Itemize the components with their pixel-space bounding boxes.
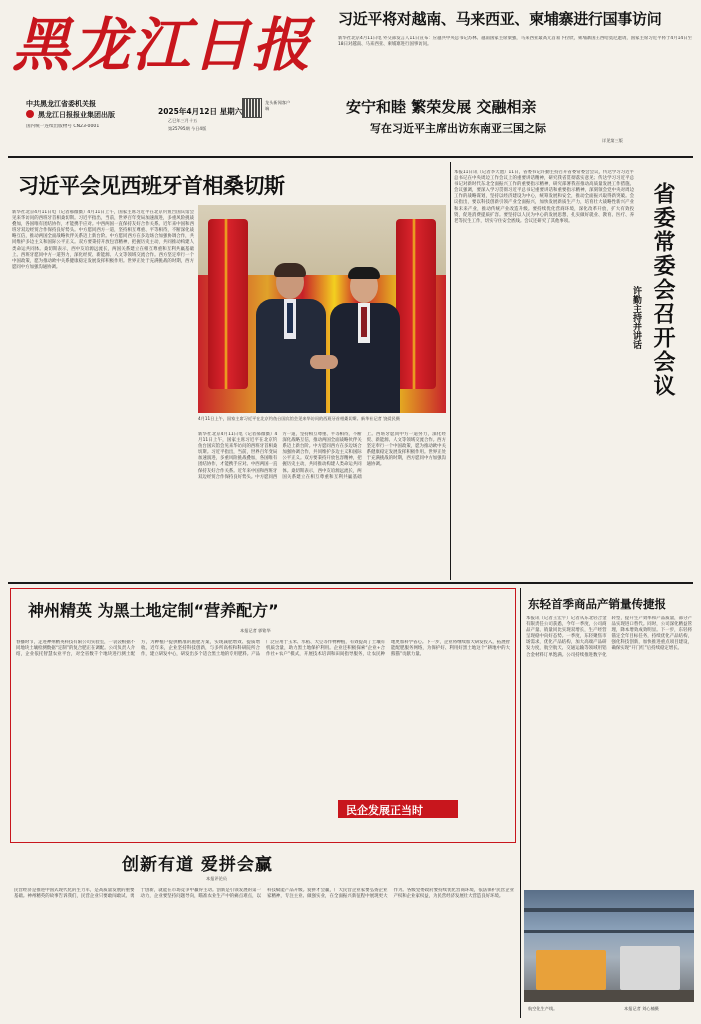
lead-photo-caption: 4月11日上午，国家主席习近平在北京钓鱼台国宾馆会见来华访问的西班牙首相桑切斯。新华社记者 饶爱民摄	[198, 416, 400, 421]
lead-body-cont-text: 新华社北京4月11日电（记者郝薇薇）4月11日上午，国家主席习近平在北京钓鱼台国宾馆会见来华访问的西班牙首相桑切斯。习近平指出，当前，世界百年变局加速演进，多重风险挑战叠加，各国唯有团结协作，才能携手应对。中西两国一直保持友好合作关系。近年来中国和西班牙双边经贸合作保持良好势头。中方愿同西方一道，坚持相互尊重、平等相待，不断深化战略互信，推动两国全面战略伙伴关系迈上新台阶。中方愿同西方在多边场合加强协调合作，共同维护多边主义和国际公平正义。双方要秉持开放包容精神，把握历史主动，共同推动构建人类命运共同体。桑切斯表示，西中友谊源远流长，两国关系建立在相互尊重和互利共赢基础上。西班牙愿同中方一道努力，深化经贸、新能源、人文等领域交流合作。西方坚定奉行一个中国政策，愿为推动欧中关系健康稳定发展发挥积极作用。世界正处于充满挑战的时期，西方愿同中方加强沟通协调。	[198, 432, 446, 480]
masthead-party: 中共黑龙江省委机关报	[26, 100, 96, 108]
top-byline: 详见第三版	[602, 138, 623, 143]
feature-headline: 神州精英 为黑土地定制“营养配方”	[28, 601, 279, 620]
top-subhead: 安宁和睦 繁荣发展 交融相亲	[346, 98, 537, 116]
sales-photo-credit: 本报记者 刘心楠摄	[624, 1006, 659, 1011]
flag-icon	[396, 219, 436, 389]
masthead-code: 国内统一连续出版物号 CN23-0001	[26, 124, 100, 129]
factory-machine	[620, 946, 680, 990]
sales-body-text: 本报讯（记者王宏宇）记者从东北轻合金有限责任公司获悉，今年一季度，公司商品产量、销量同比实现双增长，生产经营呈现稳中向好态势。一季度，东轻聚焦市场需求，优化产品结构，加大高端产品研发力度，航空航天、交通运输等领域用铝合金材料订单饱满。公司持续推进数字化转型，提升生产效率和产品质量，部分产品实现进口替代。同时，公司深化精益管理，降本增效成效明显。下一步，东轻将锚定全年目标任务，持续优化产品结构，强化科技创新，加快推进重点项目建设，确保实现“开门红”后持续稳定增长。	[526, 616, 692, 658]
commentary-headline: 创新有道 爱拼会赢	[122, 855, 273, 875]
feature-banner	[338, 800, 458, 818]
qr-code-icon	[242, 98, 262, 118]
right-headline: 省委常委会召开会议	[650, 182, 675, 398]
lead-headline: 习近平会见西班牙首相桑切斯	[18, 174, 285, 198]
top-headline: 习近平将对越南、马来西亚、柬埔寨进行国事访问	[338, 10, 662, 28]
commentary-body	[14, 888, 514, 1016]
top-lead: 新华社北京4月11日电 外交部发言人11日宣布：应越共中央总书记苏林、越南国家主席梁强，马来西亚最高元首易卜拉欣，柬埔寨国王西哈莫尼邀请，国家主席习近平将于4月14日至18日对越南、马来西亚、柬埔寨进行国事访问。	[338, 36, 692, 48]
right-subhead: 许勤主持并讲话	[631, 286, 641, 349]
right-body: 本报11日讯（记者李天池）11日，省委书记许勤主持召开省委常委会会议，传达学习习近平总书记在中央周边工作会议上的重要讲话精神，研究我省贯彻落实意见；传达学习习近平总书记对新时代东北全面振兴工作的重要指示精神，研究部署我省推动高质量发展工作措施。会议强调，要深入学习贯彻习近平总书记重要讲话和重要指示精神，深刻领会党中央对周边工作的战略谋划，坚持以经济建设为中心，统筹发展和安全，推动全面振兴取得新突破。会议指出，要以科技创新引领产业全面振兴，加快发展新质生产力，培育壮大战略性新兴产业和未来产业，推动传统产业改造升级。要持续优化营商环境，深化改革开放，扩大有效投资，促进消费提质扩容。要坚持以人民为中心的发展思想，扎实做好就业、教育、医疗、养老等民生工作，切实守住安全底线。会议还研究了其他事项。	[454, 170, 634, 224]
issue-number: 第25795期 今日4版	[168, 126, 207, 131]
issue-date: 2025年4月12日 星期六	[158, 107, 243, 116]
top-subhead-2: 写在习近平主席出访东南亚三国之际	[370, 122, 546, 135]
factory-machine	[536, 950, 606, 990]
group-logo-icon	[26, 110, 34, 118]
person-left	[256, 265, 326, 413]
divider-bottom-col	[520, 588, 521, 1018]
lead-body-cont	[198, 432, 446, 570]
person-right	[330, 269, 400, 413]
flag-icon	[208, 219, 248, 389]
sales-photo-caption: 航空化生产线。	[528, 1006, 558, 1011]
sales-headline: 东轻首季商品产销量传捷报	[528, 597, 666, 611]
divider-right-col	[450, 162, 451, 580]
feature-banner-label: 民企发展正当时	[346, 804, 423, 817]
sales-photo	[524, 890, 694, 1002]
factory-floor	[524, 990, 694, 1002]
commentary-byline: 本报评论员	[206, 876, 227, 881]
handshake	[310, 355, 338, 369]
qr-label: 龙头新闻客户端	[265, 100, 291, 111]
divider-top	[8, 156, 693, 158]
feature-byline: 本报记者 郭铭华	[240, 628, 271, 633]
lead-photo	[198, 205, 446, 413]
masthead	[8, 4, 338, 154]
sales-body	[526, 616, 692, 886]
factory-beam	[524, 908, 694, 912]
lead-body: 新华社北京4月11日电（记者郝薇薇）4月11日上午，国家主席习近平在北京钓鱼台国宾馆会见来华访问的西班牙首相桑切斯。习近平指出，当前，世界百年变局加速演进，多重风险挑战叠加，各国唯有团结协作，才能携手应对。中西两国一直保持友好合作关系。近年来中国和西班牙双边经贸合作保持良好势头。中方愿同西方一道，坚持相互尊重、平等相待，不断深化战略互信，推动两国全面战略伙伴关系迈上新台阶。中方愿同西方在多边场合加强协调合作，共同维护多边主义和国际公平正义。双方要秉持开放包容精神，把握历史主动，共同推动构建人类命运共同体。桑切斯表示，西中友谊源远流长，两国关系建立在相互尊重和互利共赢基础上。西班牙愿同中方一道努力，深化经贸、新能源、人文等领域交流合作。西方坚定奉行一个中国政策，愿为推动欧中关系健康稳定发展发挥积极作用。世界正处于充满挑战的时期，西方愿同中方加强沟通协调。	[12, 210, 194, 270]
masthead-group: 黑龙江日报报业集团出版	[38, 111, 115, 119]
masthead-title: 黑龙江日报	[12, 11, 313, 79]
lunar-date: 乙巳年三月十五	[168, 118, 198, 123]
factory-beam	[524, 930, 694, 933]
divider-mid	[8, 582, 693, 584]
commentary-body-text: 民营经济是推进中国式现代化的生力军，是高质量发展的重要基础。神州精英的故事告诉我们，民营企业只要敢闯敢试、勇于创新，就能在市场竞争中赢得主动。创新是引领发展的第一动力，企业要坚持问题导向，瞄准农业生产中的痛点难点，以科技赋能产品升级。爱拼才会赢，广大民营企业家要弘扬企业家精神，专注主业、做强实业，在全面振兴新征程中展现更大作为。各级党委政府要持续优化营商环境，依法保护民营企业产权和企业家权益，为民营经济发展壮大营造良好环境。	[14, 888, 514, 900]
feature-body-text: 春播时节，走进神州精英科技有限公司实验室，一袋袋根据不同地块土壤检测数据“定制”的复合肥正在调配。公司负责人介绍，企业依托智慧农业平台，对全省数千个地块进行测土配方，为种植户提供精准的施肥方案，实现减肥增效、提质增收。近年来，企业坚持科技创新，与多所高校和科研院所合作，建立研发中心，研发出多个适合黑土地的专用肥料。产品广泛应用于玉米、水稻、大豆等作物种植，有效提高了土壤有机质含量，助力黑土地保护利用。企业还积极探索“企业+合作社+农户”模式，开展技术培训和田间指导服务，让农民种地更加科学省心。下一步，企业将继续加大研发投入，拓展智能配肥服务网络，为保护好、利用好黑土地这个“耕地中的大熊猫”贡献力量。	[16, 640, 510, 658]
